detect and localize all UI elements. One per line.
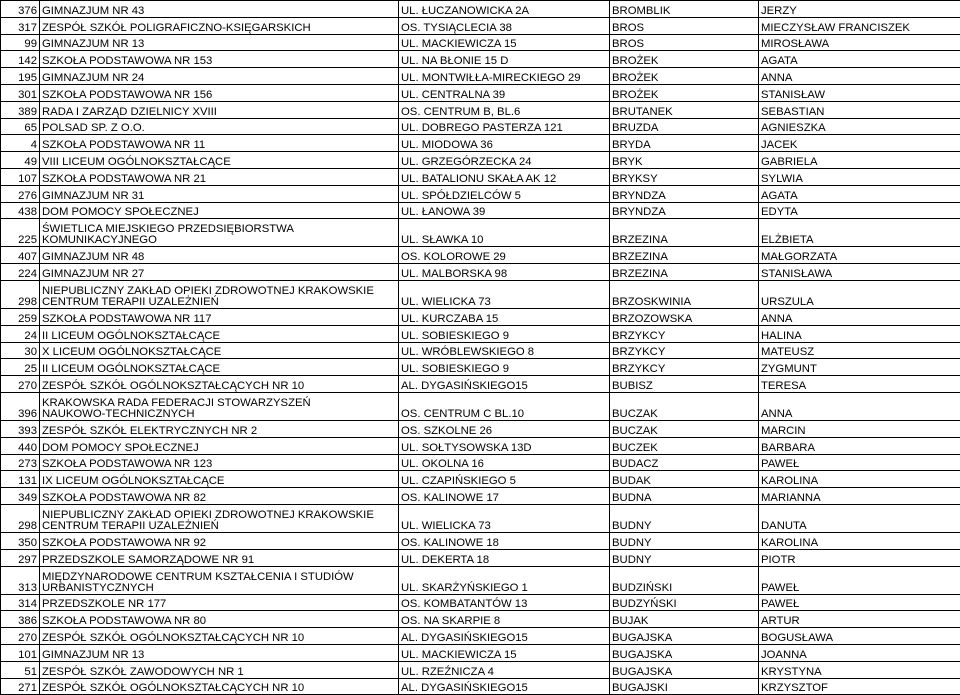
address-cell: UL. SŁAWKA 10	[399, 219, 610, 247]
first-name-cell: PIOTR	[759, 549, 960, 566]
institution-cell	[40, 51, 399, 68]
surname-cell: BRZOSKWINIA	[610, 280, 759, 308]
address-cell: UL. CZAPIŃSKIEGO 5	[399, 471, 610, 488]
table-row	[1, 1, 960, 18]
address-cell: UL. SOBIESKIEGO 9	[399, 359, 610, 376]
record-id-cell: 224	[1, 264, 40, 281]
first-name-cell: PAWEŁ	[759, 454, 960, 471]
surname-cell: BUCZEK	[610, 437, 759, 454]
institution-cell	[40, 376, 399, 393]
surname-cell: BUDZYŃSKI	[610, 594, 759, 611]
record-id-cell: 301	[1, 84, 40, 101]
first-name-cell: DANUTA	[759, 504, 960, 532]
institution-cell	[40, 504, 399, 532]
table-row	[1, 532, 960, 549]
institution-cell	[40, 678, 399, 695]
record-id-cell: 396	[1, 392, 40, 420]
surname-cell: BROMBLIK	[610, 1, 759, 18]
surname-cell: BUDNA	[610, 488, 759, 505]
first-name-cell: ARTUR	[759, 611, 960, 628]
record-id-cell: 270	[1, 376, 40, 393]
first-name-cell: AGATA	[759, 185, 960, 202]
first-name-cell: STANISŁAW	[759, 84, 960, 101]
surname-cell: BROŻEK	[610, 51, 759, 68]
table-row	[1, 325, 960, 342]
address-cell: UL. NA BŁONIE 15 D	[399, 51, 610, 68]
institution-line: KOMUNIKACYJNEGO	[42, 235, 396, 246]
address-cell: AL. DYGASIŃSKIEGO15	[399, 678, 610, 695]
address-cell: AL. DYGASIŃSKIEGO15	[399, 628, 610, 645]
record-id-cell: 65	[1, 118, 40, 135]
institution-line: KRAKOWSKA RADA FEDERACJI STOWARZYSZEŃ	[42, 398, 396, 409]
first-name-cell: KRYSTYNA	[759, 661, 960, 678]
institution-line: GIMNAZJUM NR 31	[42, 191, 396, 202]
table-row	[1, 437, 960, 454]
institution-line: SZKOŁA PODSTAWOWA NR 80	[42, 616, 396, 627]
first-name-cell: ELŻBIETA	[759, 219, 960, 247]
institution-line: PRZEDSZKOLE SAMORZĄDOWE NR 91	[42, 555, 396, 566]
institution-cell	[40, 454, 399, 471]
address-cell: UL. ŁUCZANOWICKA 2A	[399, 1, 610, 18]
surname-cell: BRYNDZA	[610, 202, 759, 219]
table-row	[1, 264, 960, 281]
institution-line: SZKOŁA PODSTAWOWA NR 117	[42, 314, 396, 325]
institution-cell	[40, 84, 399, 101]
institution-cell	[40, 532, 399, 549]
address-cell: UL. MACKIEWICZA 15	[399, 34, 610, 51]
record-id-cell: 298	[1, 280, 40, 308]
record-id-cell: 142	[1, 51, 40, 68]
surname-cell: BUGAJSKI	[610, 678, 759, 695]
surname-cell: BUDZIŃSKI	[610, 566, 759, 594]
first-name-cell: STANISŁAWA	[759, 264, 960, 281]
surname-cell: BROŻEK	[610, 68, 759, 85]
address-cell: OS. KOMBATANTÓW 13	[399, 594, 610, 611]
surname-cell: BROS	[610, 17, 759, 34]
institution-cell	[40, 247, 399, 264]
address-cell: OS. SZKOLNE 26	[399, 420, 610, 437]
institution-cell	[40, 185, 399, 202]
record-id-cell: 107	[1, 168, 40, 185]
institution-line: ZESPÓŁ SZKÓŁ OGÓLNOKSZTAŁCĄCYCH NR 10	[42, 683, 396, 694]
institution-cell	[40, 101, 399, 118]
record-id-cell: 195	[1, 68, 40, 85]
record-id-cell: 276	[1, 185, 40, 202]
record-id-cell: 376	[1, 1, 40, 18]
table-row	[1, 280, 960, 308]
surname-cell: BRYKSY	[610, 168, 759, 185]
record-id-cell: 25	[1, 359, 40, 376]
institution-line: MIĘDZYNARODOWE CENTRUM KSZTAŁCENIA I STUDIÓW	[42, 572, 396, 583]
address-cell: UL. CENTRALNA 39	[399, 84, 610, 101]
address-cell: UL. RZEŹNICZA 4	[399, 661, 610, 678]
table-row	[1, 17, 960, 34]
surname-cell: BROŻEK	[610, 84, 759, 101]
table-row	[1, 392, 960, 420]
record-id-cell: 438	[1, 202, 40, 219]
institution-line: CENTRUM TERAPII UZALEŻNIEŃ	[42, 297, 396, 308]
institution-cell	[40, 152, 399, 169]
surname-cell: BRZYKCY	[610, 342, 759, 359]
institution-line: GIMNAZJUM NR 13	[42, 650, 396, 661]
surname-cell: BRZYKCY	[610, 359, 759, 376]
institution-line: II LICEUM OGÓLNOKSZTAŁCĄCE	[42, 331, 396, 342]
surname-cell: BRYNDZA	[610, 185, 759, 202]
first-name-cell: MARCIN	[759, 420, 960, 437]
table-row	[1, 549, 960, 566]
institution-cell	[40, 68, 399, 85]
first-name-cell: ANNA	[759, 68, 960, 85]
address-cell: UL. ŁANOWA 39	[399, 202, 610, 219]
table-row	[1, 118, 960, 135]
address-cell: UL. BATALIONU SKAŁA AK 12	[399, 168, 610, 185]
address-cell: UL. WIELICKA 73	[399, 504, 610, 532]
surname-cell: BROS	[610, 34, 759, 51]
institution-line: NAUKOWO-TECHNICZNYCH	[42, 409, 396, 420]
surname-cell: BUJAK	[610, 611, 759, 628]
institution-cell	[40, 17, 399, 34]
surname-cell: BRZYKCY	[610, 325, 759, 342]
address-cell: OS. KALINOWE 18	[399, 532, 610, 549]
record-id-cell: 24	[1, 325, 40, 342]
institution-line: GIMNAZJUM NR 13	[42, 39, 396, 50]
address-cell: OS. CENTRUM B, BL.6	[399, 101, 610, 118]
address-cell: UL. MACKIEWICZA 15	[399, 644, 610, 661]
table-row	[1, 135, 960, 152]
surname-cell: BUCZAK	[610, 392, 759, 420]
first-name-cell: HALINA	[759, 325, 960, 342]
institution-line: IX LICEUM OGÓLNOKSZTAŁCĄCE	[42, 476, 396, 487]
institution-cell	[40, 420, 399, 437]
surname-cell: BRZEZINA	[610, 264, 759, 281]
record-id-cell: 271	[1, 678, 40, 695]
institution-cell	[40, 34, 399, 51]
record-id-cell: 393	[1, 420, 40, 437]
record-id-cell: 270	[1, 628, 40, 645]
institution-line: SZKOŁA PODSTAWOWA NR 82	[42, 493, 396, 504]
address-cell: UL. GRZEGÓRZECKA 24	[399, 152, 610, 169]
institution-line: ZESPÓŁ SZKÓŁ OGÓLNOKSZTAŁCĄCYCH NR 10	[42, 381, 396, 392]
address-cell: UL. DOBREGO PASTERZA 121	[399, 118, 610, 135]
first-name-cell: URSZULA	[759, 280, 960, 308]
address-cell: OS. KOLOROWE 29	[399, 247, 610, 264]
record-id-cell: 350	[1, 532, 40, 549]
first-name-cell: PAWEŁ	[759, 566, 960, 594]
surname-cell: BRUTANEK	[610, 101, 759, 118]
record-id-cell: 49	[1, 152, 40, 169]
institution-line: SZKOŁA PODSTAWOWA NR 123	[42, 459, 396, 470]
table-row	[1, 678, 960, 695]
table-row	[1, 611, 960, 628]
address-cell: OS. NA SKARPIE 8	[399, 611, 610, 628]
institution-line: II LICEUM OGÓLNOKSZTAŁCĄCE	[42, 364, 396, 375]
institution-line: ŚWIETLICA MIEJSKIEGO PRZEDSIĘBIORSTWA	[42, 224, 396, 235]
surname-cell: BUDNY	[610, 532, 759, 549]
table-row	[1, 420, 960, 437]
table-row	[1, 219, 960, 247]
first-name-cell: MARIANNA	[759, 488, 960, 505]
table-row	[1, 504, 960, 532]
institution-cell	[40, 566, 399, 594]
first-name-cell: JOANNA	[759, 644, 960, 661]
institution-line: GIMNAZJUM NR 24	[42, 73, 396, 84]
first-name-cell: BARBARA	[759, 437, 960, 454]
address-cell: UL. SKARŻYŃSKIEGO 1	[399, 566, 610, 594]
institution-line: GIMNAZJUM NR 48	[42, 252, 396, 263]
record-id-cell: 99	[1, 34, 40, 51]
table-row	[1, 644, 960, 661]
address-cell: OS. TYSIĄCLECIA 38	[399, 17, 610, 34]
first-name-cell: ANNA	[759, 308, 960, 325]
surname-cell: BUGAJSKA	[610, 661, 759, 678]
first-name-cell: BOGUSŁAWA	[759, 628, 960, 645]
table-row	[1, 628, 960, 645]
record-id-cell: 273	[1, 454, 40, 471]
institution-line: SZKOŁA PODSTAWOWA NR 156	[42, 90, 396, 101]
institution-line: ZESPÓŁ SZKÓŁ POLIGRAFICZNO-KSIĘGARSKICH	[42, 23, 396, 34]
table-row	[1, 168, 960, 185]
record-id-cell: 298	[1, 504, 40, 532]
table-row	[1, 471, 960, 488]
institution-line: NIEPUBLICZNY ZAKŁAD OPIEKI ZDROWOTNEJ KRAKOWSKIE	[42, 510, 396, 521]
institution-line: ZESPÓŁ SZKÓŁ ELEKTRYCZNYCH NR 2	[42, 426, 396, 437]
institution-line: RADA I ZARZĄD DZIELNICY XVIII	[42, 107, 396, 118]
first-name-cell: ANNA	[759, 392, 960, 420]
first-name-cell: ZYGMUNT	[759, 359, 960, 376]
institution-cell	[40, 437, 399, 454]
first-name-cell: JERZY	[759, 1, 960, 18]
table-row	[1, 308, 960, 325]
record-id-cell: 349	[1, 488, 40, 505]
table-row	[1, 68, 960, 85]
institution-line: POLSAD SP. Z O.O.	[42, 123, 396, 134]
record-id-cell: 407	[1, 247, 40, 264]
institution-line: SZKOŁA PODSTAWOWA NR 11	[42, 140, 396, 151]
institution-line: GIMNAZJUM NR 43	[42, 6, 396, 17]
institution-cell	[40, 118, 399, 135]
institution-line: VIII LICEUM OGÓLNOKSZTAŁCĄCE	[42, 157, 396, 168]
surname-cell: BRZOZOWSKA	[610, 308, 759, 325]
surname-cell: BUDAK	[610, 471, 759, 488]
institution-cell	[40, 202, 399, 219]
surname-cell: BUDACZ	[610, 454, 759, 471]
surname-cell: BRYDA	[610, 135, 759, 152]
table-row	[1, 84, 960, 101]
institution-line: ZESPÓŁ SZKÓŁ OGÓLNOKSZTAŁCĄCYCH NR 10	[42, 633, 396, 644]
first-name-cell: MAŁGORZATA	[759, 247, 960, 264]
institution-line: SZKOŁA PODSTAWOWA NR 92	[42, 538, 396, 549]
record-id-cell: 386	[1, 611, 40, 628]
institution-cell	[40, 342, 399, 359]
address-cell: UL. DEKERTA 18	[399, 549, 610, 566]
institution-line: X LICEUM OGÓLNOKSZTAŁCĄCE	[42, 347, 396, 358]
surname-cell: BUDNY	[610, 549, 759, 566]
record-id-cell: 313	[1, 566, 40, 594]
record-id-cell: 225	[1, 219, 40, 247]
table-row	[1, 359, 960, 376]
first-name-cell: MIROSŁAWA	[759, 34, 960, 51]
institution-cell	[40, 135, 399, 152]
institution-line: DOM POMOCY SPOŁECZNEJ	[42, 207, 396, 218]
address-cell: UL. KURCZABA 15	[399, 308, 610, 325]
surname-cell: BRZEZINA	[610, 247, 759, 264]
address-cell: UL. WIELICKA 73	[399, 280, 610, 308]
table-row	[1, 376, 960, 393]
institution-cell	[40, 644, 399, 661]
institution-line: PRZEDSZKOLE NR 177	[42, 599, 396, 610]
institution-cell	[40, 308, 399, 325]
institution-line: SZKOŁA PODSTAWOWA NR 153	[42, 56, 396, 67]
address-cell: UL. MONTWIŁŁA-MIRECKIEGO 29	[399, 68, 610, 85]
first-name-cell: JACEK	[759, 135, 960, 152]
record-id-cell: 131	[1, 471, 40, 488]
address-cell: AL. DYGASIŃSKIEGO15	[399, 376, 610, 393]
address-cell: UL. WRÓBLEWSKIEGO 8	[399, 342, 610, 359]
first-name-cell: SYLWIA	[759, 168, 960, 185]
table-row	[1, 185, 960, 202]
institution-cell	[40, 628, 399, 645]
address-cell: UL. SPÓŁDZIELCÓW 5	[399, 185, 610, 202]
first-name-cell: TERESA	[759, 376, 960, 393]
first-name-cell: KAROLINA	[759, 471, 960, 488]
address-cell: OS. CENTRUM C BL.10	[399, 392, 610, 420]
address-cell: UL. MALBORSKA 98	[399, 264, 610, 281]
table-row	[1, 594, 960, 611]
institution-line: NIEPUBLICZNY ZAKŁAD OPIEKI ZDROWOTNEJ KRAKOWSKIE	[42, 286, 396, 297]
address-cell: UL. SOŁTYSOWSKA 13D	[399, 437, 610, 454]
surname-cell: BRUZDA	[610, 118, 759, 135]
record-id-cell: 440	[1, 437, 40, 454]
institution-cell	[40, 168, 399, 185]
institution-line: DOM POMOCY SPOŁECZNEJ	[42, 443, 396, 454]
institution-cell	[40, 611, 399, 628]
first-name-cell: MATEUSZ	[759, 342, 960, 359]
table-row	[1, 34, 960, 51]
record-id-cell: 30	[1, 342, 40, 359]
institution-line: ZESPÓŁ SZKÓŁ ZAWODOWYCH NR 1	[42, 667, 396, 678]
table-row	[1, 101, 960, 118]
record-id-cell: 317	[1, 17, 40, 34]
surname-cell: BUGAJSKA	[610, 628, 759, 645]
surname-cell: BRZEZINA	[610, 219, 759, 247]
table-row	[1, 342, 960, 359]
institution-cell	[40, 219, 399, 247]
address-cell: OS. KALINOWE 17	[399, 488, 610, 505]
institution-cell	[40, 280, 399, 308]
first-name-cell: AGNIESZKA	[759, 118, 960, 135]
table-row	[1, 566, 960, 594]
record-id-cell: 297	[1, 549, 40, 566]
surname-cell: BUGAJSKA	[610, 644, 759, 661]
institution-cell	[40, 549, 399, 566]
institution-line: CENTRUM TERAPII UZALEŻNIEŃ	[42, 521, 396, 532]
table-row	[1, 152, 960, 169]
first-name-cell: AGATA	[759, 51, 960, 68]
address-cell: UL. MIODOWA 36	[399, 135, 610, 152]
table-row	[1, 51, 960, 68]
address-cell: UL. OKOLNA 16	[399, 454, 610, 471]
table-row	[1, 454, 960, 471]
institution-line: SZKOŁA PODSTAWOWA NR 21	[42, 174, 396, 185]
institution-line: URBANISTYCZNYCH	[42, 583, 396, 594]
surname-cell: BUCZAK	[610, 420, 759, 437]
record-id-cell: 259	[1, 308, 40, 325]
first-name-cell: GABRIELA	[759, 152, 960, 169]
record-id-cell: 314	[1, 594, 40, 611]
table-row	[1, 488, 960, 505]
institution-cell	[40, 359, 399, 376]
institution-cell	[40, 488, 399, 505]
institution-cell	[40, 325, 399, 342]
institution-cell	[40, 392, 399, 420]
institution-cell	[40, 264, 399, 281]
surname-cell: BRYK	[610, 152, 759, 169]
records-body	[1, 1, 960, 695]
record-id-cell: 389	[1, 101, 40, 118]
table-row	[1, 202, 960, 219]
record-id-cell: 4	[1, 135, 40, 152]
first-name-cell: SEBASTIAN	[759, 101, 960, 118]
institution-cell	[40, 594, 399, 611]
first-name-cell: EDYTA	[759, 202, 960, 219]
address-cell: UL. SOBIESKIEGO 9	[399, 325, 610, 342]
first-name-cell: KAROLINA	[759, 532, 960, 549]
first-name-cell: KRZYSZTOF	[759, 678, 960, 695]
institution-line: GIMNAZJUM NR 27	[42, 269, 396, 280]
table-row	[1, 247, 960, 264]
record-id-cell: 101	[1, 644, 40, 661]
institution-cell	[40, 471, 399, 488]
first-name-cell: PAWEŁ	[759, 594, 960, 611]
surname-cell: BUBISZ	[610, 376, 759, 393]
institution-cell	[40, 1, 399, 18]
first-name-cell: MIECZYSŁAW FRANCISZEK	[759, 17, 960, 34]
surname-cell: BUDNY	[610, 504, 759, 532]
record-id-cell: 51	[1, 661, 40, 678]
